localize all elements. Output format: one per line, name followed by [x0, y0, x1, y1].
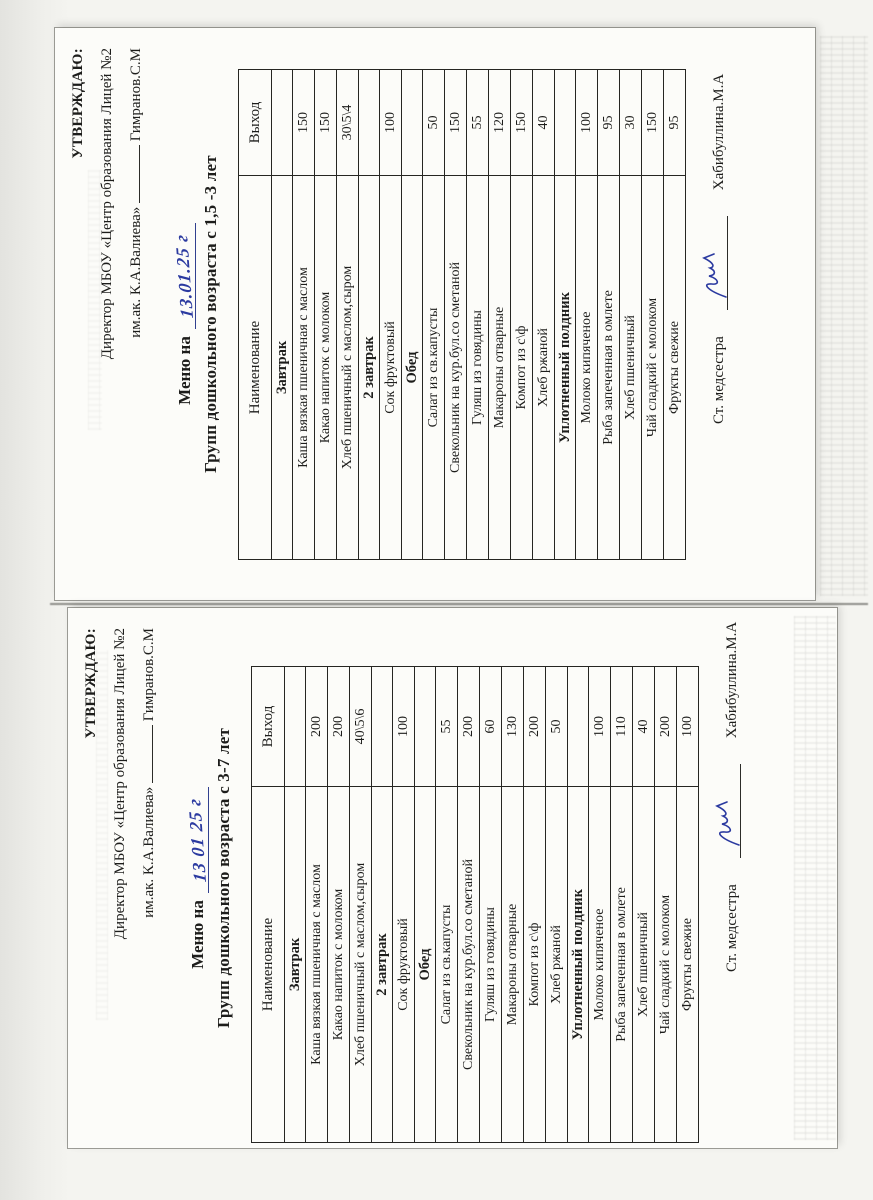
meal-section-label: Уплотненный полдник	[555, 176, 576, 560]
portion-size: 100	[589, 667, 611, 787]
menu-item-row	[598, 70, 620, 560]
menu-item-row	[436, 667, 458, 1143]
signature-blank-line	[701, 216, 728, 310]
portion-size: 110	[611, 667, 633, 787]
nurse-name: Хабибуллина.М.А	[711, 73, 728, 191]
dish-name: Каша вязкая пшеничная с маслом	[306, 787, 328, 1143]
menu-title: Меню на13 01 25 г	[187, 608, 209, 1148]
portion-size	[285, 667, 306, 787]
dish-name: Хлеб пшеничный с маслом,сыром	[350, 787, 372, 1143]
portion-size: 200	[524, 667, 546, 787]
handwritten-date: 13 01 25 г	[184, 797, 211, 883]
dish-name: Молоко кипяченое	[576, 176, 598, 560]
bleed-through-texture	[88, 170, 102, 430]
portion-size: 30\5\4	[337, 70, 359, 176]
dish-name: Чай сладкий с молоком	[655, 787, 677, 1143]
menu-item-row	[480, 667, 502, 1143]
menu-item-row	[467, 70, 489, 560]
menu-item-row	[393, 667, 415, 1143]
dish-name: Макароны отварные	[489, 176, 511, 560]
dish-name: Макароны отварные	[502, 787, 524, 1143]
portion-size: 150	[445, 70, 467, 176]
portion-size: 200	[655, 667, 677, 787]
portion-size	[555, 70, 576, 176]
handwritten-signature	[713, 796, 743, 848]
portion-size: 55	[467, 70, 489, 176]
menu-section-row	[568, 667, 589, 1143]
menu-item-row	[533, 70, 555, 560]
menu-item-row	[306, 667, 328, 1143]
portion-size	[359, 70, 380, 176]
dish-name: Гуляш из говядины	[467, 176, 489, 560]
menu-item-row	[458, 667, 480, 1143]
menu-sheet-preschool	[68, 608, 837, 1148]
portion-size: 200	[458, 667, 480, 787]
dish-name: Хлеб пшеничный с маслом,сыром	[337, 176, 359, 560]
menu-item-row	[328, 667, 350, 1143]
menu-item-row	[350, 667, 372, 1143]
nurse-signature-block	[714, 608, 741, 1148]
signature-blank-line	[714, 764, 741, 858]
column-header-output: Выход	[239, 70, 272, 176]
column-header-output: Выход	[252, 667, 285, 787]
dish-name: Гуляш из говядины	[480, 787, 502, 1143]
portion-size: 100	[677, 667, 699, 787]
menu-subtitle: Групп дошкольного возраста с 3-7 лет	[214, 727, 234, 1029]
dish-name: Какао напиток с молоком	[328, 787, 350, 1143]
handwritten-date: 13.01.25 г	[171, 233, 198, 319]
dish-name: Хлеб ржаной	[533, 176, 555, 560]
menu-item-row	[589, 667, 611, 1143]
bleed-through-texture	[96, 650, 108, 1020]
menu-item-row	[642, 70, 664, 560]
table-header-row	[252, 667, 285, 1143]
bleed-through-texture	[794, 616, 836, 1140]
column-header-name: Наименование	[252, 787, 285, 1143]
dish-name: Салат из св.капусты	[436, 787, 458, 1143]
dish-name: Какао напиток с молоком	[315, 176, 337, 560]
menu-item-row	[489, 70, 511, 560]
dish-name: Каша вязкая пшеничная с маслом	[293, 176, 315, 560]
approval-director-line: Директор МБОУ «Центр образования Лицей №2	[98, 48, 115, 360]
approval-signature-line: им.ак. К.А.Валиева» Гимранов.С.М	[140, 628, 157, 918]
portion-size: 40	[633, 667, 655, 787]
approval-signature-line: им.ак. К.А.Валиева» Гимранов.С.М	[127, 48, 144, 338]
nurse-signature-block	[701, 28, 728, 600]
menu-item-row	[511, 70, 533, 560]
portion-size: 200	[306, 667, 328, 787]
menu-section-row	[402, 70, 423, 560]
menu-table	[238, 69, 686, 560]
menu-item-row	[576, 70, 598, 560]
dish-name: Рыба запеченная в омлете	[598, 176, 620, 560]
portion-size: 150	[511, 70, 533, 176]
director-name: Гимранов.С.М	[140, 628, 157, 722]
dish-name: Компот из с\ф	[511, 176, 533, 560]
portion-size: 40\5\6	[350, 667, 372, 787]
column-header-name: Наименование	[239, 176, 272, 560]
dish-name: Рыба запеченная в омлете	[611, 787, 633, 1143]
menu-item-row	[664, 70, 686, 560]
portion-size	[568, 667, 589, 787]
menu-table	[251, 666, 699, 1143]
portion-size: 150	[293, 70, 315, 176]
signature-blank-line	[139, 725, 153, 783]
nurse-label: Ст. медсестра	[724, 884, 741, 972]
meal-section-label: 2 завтрак	[372, 787, 393, 1143]
dish-name: Салат из св.капусты	[423, 176, 445, 560]
menu-item-row	[546, 667, 568, 1143]
menu-item-row	[445, 70, 467, 560]
menu-sheet-toddler	[55, 28, 815, 600]
dish-name: Свекольник на кур.бул.со сметаной	[458, 787, 480, 1143]
dish-name: Компот из с\ф	[524, 787, 546, 1143]
portion-size: 100	[576, 70, 598, 176]
approval-heading: УТВЕРЖДАЮ:	[83, 628, 99, 739]
menu-item-row	[524, 667, 546, 1143]
dish-name: Молоко кипяченое	[589, 787, 611, 1143]
portion-size: 40	[533, 70, 555, 176]
menu-item-row	[315, 70, 337, 560]
portion-size: 95	[664, 70, 686, 176]
dish-name: Хлеб ржаной	[546, 787, 568, 1143]
portion-size: 150	[315, 70, 337, 176]
bleed-through-texture	[820, 36, 868, 596]
approval-heading: УТВЕРЖДАЮ:	[70, 48, 86, 159]
portion-size: 200	[328, 667, 350, 787]
menu-item-row	[677, 667, 699, 1143]
portion-size: 120	[489, 70, 511, 176]
approval-director-line: Директор МБОУ «Центр образования Лицей №2	[111, 628, 128, 940]
dish-name: Фрукты свежие	[664, 176, 686, 560]
portion-size	[402, 70, 423, 176]
approval-block	[55, 28, 150, 600]
menu-section-row	[359, 70, 380, 560]
portion-size	[372, 667, 393, 787]
menu-section-row	[272, 70, 293, 560]
portion-size: 130	[502, 667, 524, 787]
director-name: Гимранов.С.М	[127, 48, 144, 142]
portion-size: 50	[423, 70, 445, 176]
page-seam-shadow	[50, 603, 868, 605]
meal-section-label: Обед	[402, 176, 423, 560]
signature-blank-line	[126, 145, 140, 203]
menu-section-row	[555, 70, 576, 560]
portion-size: 150	[642, 70, 664, 176]
dish-name: Свекольник на кур.бул.со сметаной	[445, 176, 467, 560]
dish-name: Сок фруктовый	[380, 176, 402, 560]
menu-item-row	[633, 667, 655, 1143]
menu-item-row	[293, 70, 315, 560]
meal-section-label: Обед	[415, 787, 436, 1143]
table-header-row	[239, 70, 272, 560]
meal-section-label: Завтрак	[285, 787, 306, 1143]
dish-name: Хлеб пшеничный	[620, 176, 642, 560]
menu-item-row	[423, 70, 445, 560]
menu-subtitle: Групп дошкольного возраста с 1,5 -3 лет	[201, 155, 221, 473]
menu-item-row	[655, 667, 677, 1143]
dish-name: Сок фруктовый	[393, 787, 415, 1143]
menu-item-row	[620, 70, 642, 560]
menu-title: Меню на13.01.25 г	[174, 28, 196, 600]
menu-item-row	[502, 667, 524, 1143]
menu-section-row	[415, 667, 436, 1143]
portion-size: 95	[598, 70, 620, 176]
approval-block	[68, 608, 163, 1148]
portion-size: 30	[620, 70, 642, 176]
dish-name: Хлеб пшеничный	[633, 787, 655, 1143]
meal-section-label: 2 завтрак	[359, 176, 380, 560]
portion-size: 55	[436, 667, 458, 787]
portion-size: 60	[480, 667, 502, 787]
portion-size	[272, 70, 293, 176]
portion-size: 100	[393, 667, 415, 787]
dish-name: Чай сладкий с молоком	[642, 176, 664, 560]
portion-size: 100	[380, 70, 402, 176]
menu-section-row	[285, 667, 306, 1143]
meal-section-label: Уплотненный полдник	[568, 787, 589, 1143]
menu-section-row	[372, 667, 393, 1143]
menu-item-row	[337, 70, 359, 560]
meal-section-label: Завтрак	[272, 176, 293, 560]
nurse-label: Ст. медсестра	[711, 336, 728, 424]
menu-item-row	[380, 70, 402, 560]
nurse-name: Хабибуллина.М.А	[724, 621, 741, 739]
portion-size	[415, 667, 436, 787]
menu-item-row	[611, 667, 633, 1143]
dish-name: Фрукты свежие	[677, 787, 699, 1143]
portion-size: 50	[546, 667, 568, 787]
handwritten-signature	[700, 248, 730, 300]
